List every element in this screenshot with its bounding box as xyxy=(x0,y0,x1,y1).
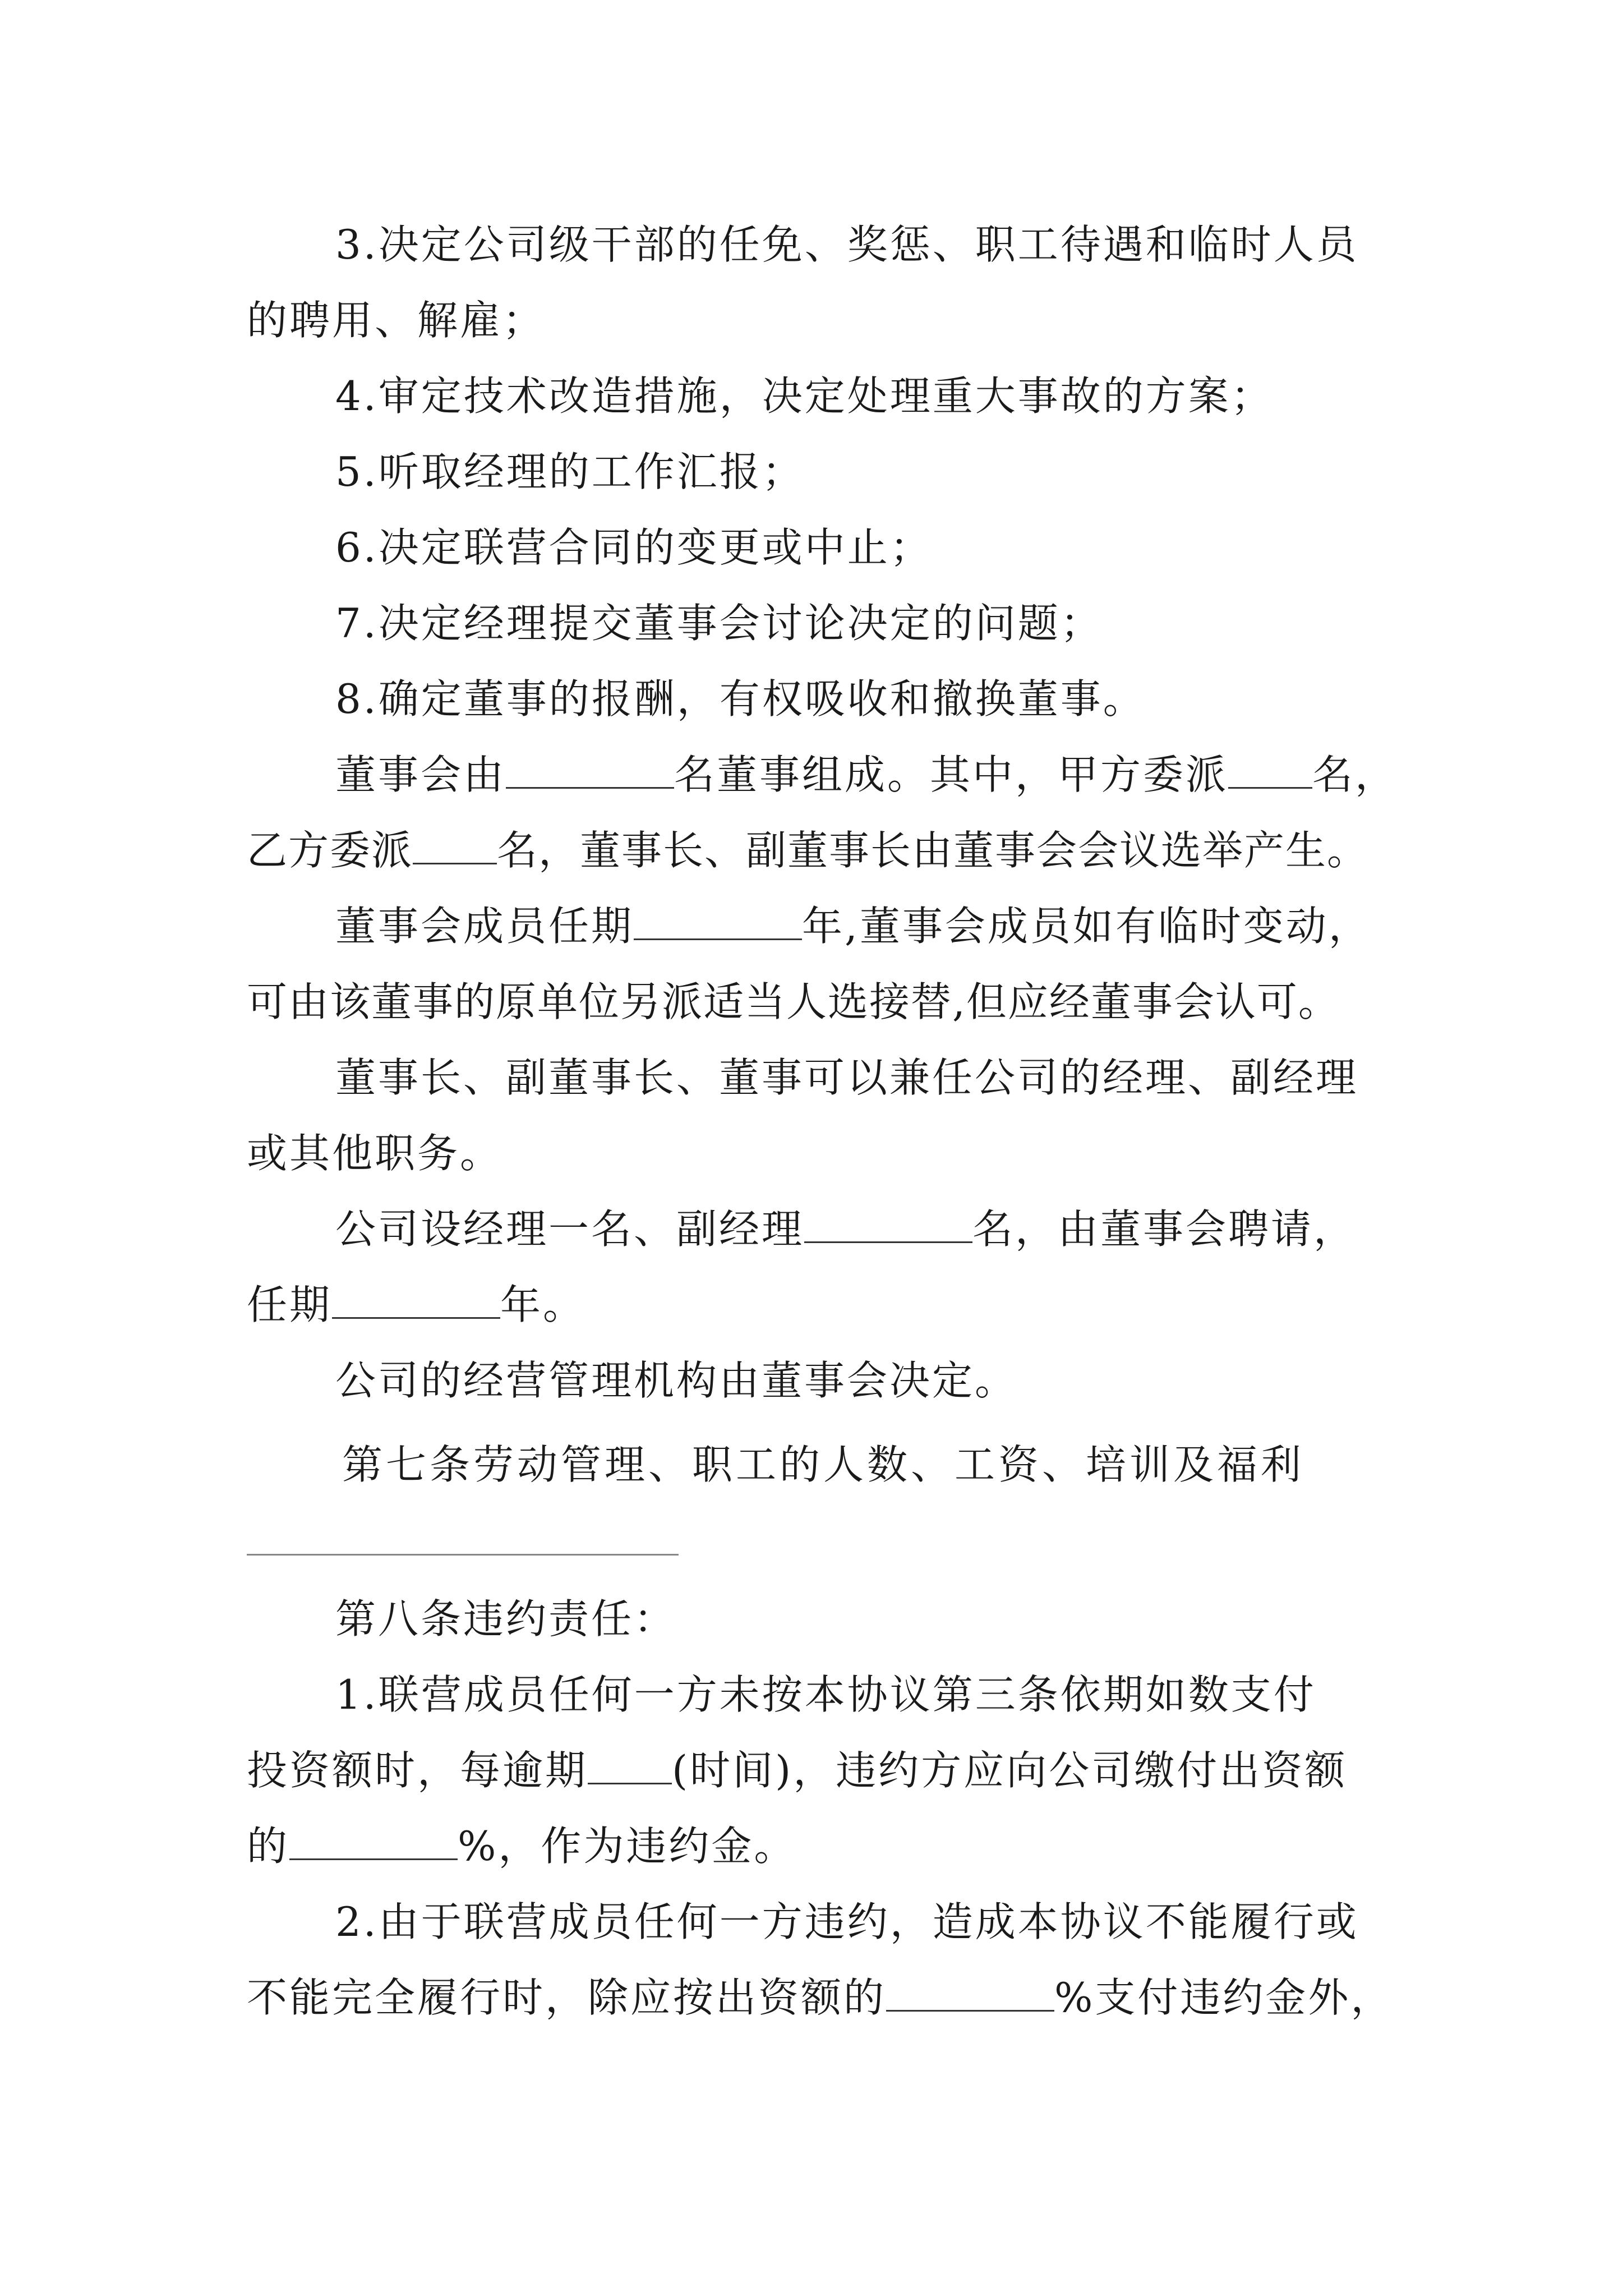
text-segment: 不能完全履行时，除应按出资额的 xyxy=(247,1974,887,2021)
clause-4: 4.审定技术改造措施，决定处理重大事故的方案； xyxy=(335,372,1274,420)
article-7-heading: 第七条劳动管理、职工的人数、工资、培训及福利 xyxy=(342,1441,1305,1488)
clause-6: 6.决定联营合同的变更或中止； xyxy=(335,524,933,571)
board-composition-line-1 xyxy=(0,743,1623,806)
manager-line-1 xyxy=(0,1198,1623,1260)
clause-7: 7.决定经理提交董事会讨论决定的问题； xyxy=(335,600,1103,647)
clause-8: 8.确定董事的报酬，有权吸收和撤换董事。 xyxy=(335,675,1146,723)
article-8-heading: 第八条违约责任： xyxy=(335,1595,677,1642)
clause-5: 5.听取经理的工作汇报； xyxy=(335,448,805,495)
text-segment: 任期 xyxy=(247,1281,333,1328)
blank-field xyxy=(289,1824,458,1860)
breach-1-line-3 xyxy=(0,1815,1623,1878)
blank-field xyxy=(506,752,674,789)
text-segment: 的 xyxy=(247,1823,290,1870)
text-segment: %，作为违约金。 xyxy=(458,1823,797,1870)
blank-field xyxy=(886,1975,1054,2012)
text-segment: 年。 xyxy=(500,1281,586,1328)
blank-field xyxy=(1228,752,1312,789)
text-segment: (时间)，违约方应向公司缴付出资额 xyxy=(672,1747,1348,1794)
text-segment: 名董事组成。其中，甲方委派 xyxy=(674,751,1229,798)
text-segment: 董事会由 xyxy=(335,751,506,798)
breach-2-line-2 xyxy=(0,1966,1623,2029)
clause-3-line-1: 3.决定公司级干部的任免、奖惩、职工待遇和临时人员 xyxy=(335,221,1359,268)
text-segment: 公司设经理一名、副经理 xyxy=(335,1205,805,1253)
board-term-line-1 xyxy=(0,895,1623,958)
text-segment: 董事会成员任期 xyxy=(335,903,634,950)
concurrent-posts-line-1: 董事长、副董事长、董事可以兼任公司的经理、副经理 xyxy=(335,1054,1359,1101)
breach-1-line-1: 1.联营成员任何一方未按本协议第三条依期如数支付 xyxy=(335,1671,1316,1718)
manager-line-2 xyxy=(0,1273,1623,1336)
text-segment: 乙方委派 xyxy=(247,827,413,874)
text-segment: 名，董事长、副董事长由董事会会议选举产生。 xyxy=(497,827,1369,874)
text-segment: 投资额时，每逾期 xyxy=(247,1747,588,1794)
concurrent-posts-line-2: 或其他职务。 xyxy=(247,1130,503,1177)
blank-field xyxy=(332,1282,500,1319)
blank-field xyxy=(588,1748,672,1784)
text-segment: 年,董事会成员如有临时变动， xyxy=(802,903,1371,950)
board-composition-line-2 xyxy=(0,819,1623,882)
text-segment: %支付违约金外， xyxy=(1054,1974,1394,2021)
text-segment: 名， xyxy=(1312,751,1398,798)
breach-1-line-2 xyxy=(0,1739,1623,1802)
breach-2-line-1: 2.由于联营成员任何一方违约，造成本协议不能履行或 xyxy=(335,1898,1359,1945)
board-term-line-2: 可由该董事的原单位另派适当人选接替,但应经董事会认可。 xyxy=(247,978,1340,1025)
management-structure: 公司的经营管理机构由董事会决定。 xyxy=(335,1357,1018,1404)
blank-field xyxy=(413,828,497,864)
text-segment: 名，由董事会聘请， xyxy=(972,1205,1357,1253)
horizontal-rule xyxy=(247,1554,679,1556)
blank-field xyxy=(804,1207,972,1243)
blank-field xyxy=(634,904,802,940)
clause-3-line-2: 的聘用、解雇； xyxy=(247,297,546,344)
